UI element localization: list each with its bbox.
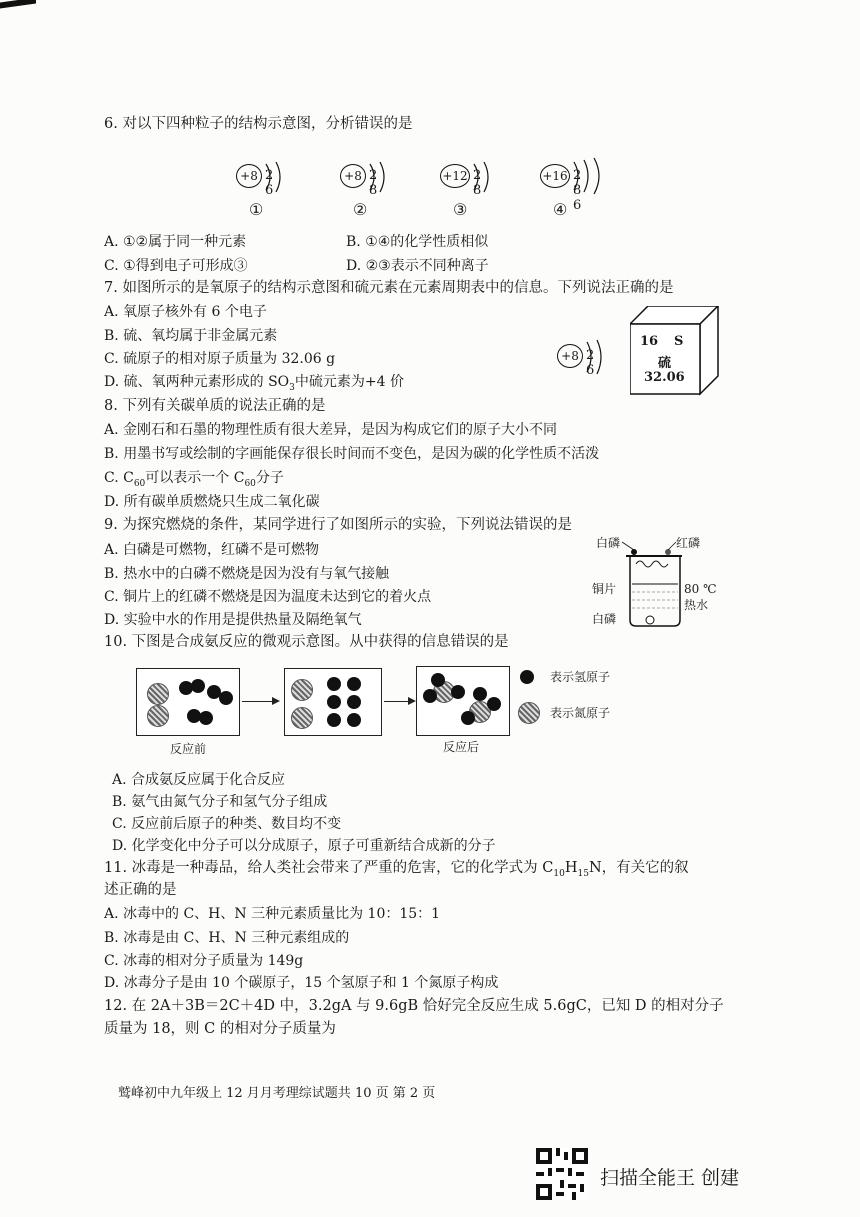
electron-shells: 2 6 — [265, 168, 276, 198]
hydrogen-atom — [219, 691, 233, 705]
q11-stem-rest: N，有关它的叙 — [588, 860, 689, 876]
hydrogen-atom — [347, 695, 361, 709]
q7-d-text: D. 硫、氧两种元素形成的 SO — [104, 374, 290, 390]
element-symbol: S — [674, 334, 684, 349]
shell-arcs — [262, 160, 292, 194]
electron-shells: 2 6 — [586, 348, 597, 378]
nucleus: +12 — [440, 164, 470, 188]
q8-c-subscript-2: 60 — [244, 478, 256, 489]
hydrogen-atom — [487, 697, 501, 711]
particle-label: ④ — [553, 200, 568, 219]
white-phosphorus-water-label: 白磷 — [592, 612, 617, 626]
q9-option-d: D. 实验中水的作用是提供热量及隔绝氧气 — [104, 612, 362, 628]
q11-stem — [104, 858, 689, 884]
hydrogen-atom — [327, 695, 341, 709]
nucleus: +8 — [340, 164, 366, 188]
atomic-mass: 32.06 — [644, 370, 685, 385]
q11-formula-h: H — [564, 860, 578, 876]
hydrogen-atom — [327, 677, 341, 691]
legend-nitrogen-label: 表示氮原子 — [550, 706, 611, 720]
electron-shells: 2 8 — [369, 168, 380, 198]
q7-d-rest: 中硫元素为+4 价 — [294, 374, 404, 390]
q11-option-c: C. 冰毒的相对分子质量为 149g — [104, 953, 304, 969]
hydrogen-atom — [347, 677, 361, 691]
particle-label: ② — [353, 200, 368, 219]
q7-option-a: A. 氧原子核外有 6 个电子 — [104, 304, 267, 320]
reaction-arrow-2 — [384, 701, 414, 702]
q8-c-text: C. C — [104, 470, 134, 486]
q10-stem: 10. 下图是合成氨反应的微观示意图。从中获得的信息错误的是 — [104, 634, 509, 650]
q6-option-a: A. ①②属于同一种元素 — [104, 234, 247, 250]
shell-arcs — [366, 160, 396, 194]
q11-stem-text: 11. 冰毒是一种毒品，给人类社会带来了严重的危害，它的化学式为 C — [104, 860, 554, 876]
q12-stem-line2: 质量为 18，则 C 的相对分子质量为 — [104, 1021, 336, 1037]
q8-c-subscript: 60 — [133, 478, 146, 489]
q9-option-a: A. 白磷是可燃物，红磷不是可燃物 — [104, 542, 320, 558]
q9-option-b: B. 热水中的白磷不燃烧是因为没有与氧气接触 — [104, 566, 390, 582]
nitrogen-atom — [147, 683, 169, 705]
q7-stem: 7. 如图所示的是氧原子的结构示意图和硫元素在元素周期表中的信息。下列说法正确的是 — [104, 280, 674, 296]
scan-corner-mark — [0, 0, 36, 9]
hot-water-label: 热水 — [684, 598, 709, 612]
q6-option-b: B. ①④的化学性质相似 — [346, 234, 489, 250]
nitrogen-atom — [291, 707, 313, 729]
q10-option-a: A. 合成氨反应属于化合反应 — [112, 772, 286, 788]
reaction-arrow-1 — [242, 701, 278, 702]
legend-hydrogen-atom — [520, 670, 534, 684]
q6-option-d: D. ②③表示不同种离子 — [346, 258, 489, 274]
hydrogen-atom — [451, 685, 465, 699]
q11-stem-line2: 述正确的是 — [104, 882, 177, 898]
reaction-middle-box — [284, 668, 382, 736]
temperature-label: 80 ℃ — [684, 582, 717, 596]
q9-option-c: C. 铜片上的红磷不燃烧是因为温度未达到它的着火点 — [104, 589, 432, 605]
page-footer: 鹫峰初中九年级上 12 月月考理综试题共 10 页 第 2 页 — [118, 1086, 436, 1101]
electron-shells: 2 8 — [473, 168, 484, 198]
q8-c-mid: 可以表示一个 C — [145, 470, 245, 486]
q7-option-c: C. 硫原子的相对原子质量为 32.06 g — [104, 351, 336, 367]
q11-option-a: A. 冰毒中的 C、H、N 三种元素质量比为 10：15：1 — [104, 906, 441, 922]
legend-hydrogen-label: 表示氢原子 — [550, 670, 611, 684]
element-name: 硫 — [658, 356, 672, 371]
q11-formula-h-sub: 15 — [577, 868, 589, 879]
nitrogen-atom — [147, 705, 169, 727]
nucleus: +8 — [236, 164, 262, 188]
hydrogen-atom — [461, 711, 475, 725]
q10-option-d: D. 化学变化中分子可以分成原子，原子可重新结合成新的分子 — [112, 838, 496, 854]
before-reaction-label: 反应前 — [170, 742, 207, 756]
nitrogen-atom — [291, 679, 313, 701]
q8-stem: 8. 下列有关碳单质的说法正确的是 — [104, 398, 326, 414]
q7-option-d — [104, 372, 404, 398]
q8-option-a: A. 金刚石和石墨的物理性质有很大差异，是因为构成它们的原子大小不同 — [104, 422, 558, 438]
hydrogen-atom — [191, 679, 205, 693]
q10-option-c: C. 反应前后原子的种类、数目均不变 — [112, 816, 342, 832]
q11-formula-c-sub: 10 — [553, 868, 565, 879]
q7-d-subscript: 3 — [289, 382, 295, 393]
shell-arcs — [470, 160, 500, 194]
q8-option-b: B. 用墨书写或绘制的字画能保存很长时间而不变色，是因为碳的化学性质不活泼 — [104, 446, 600, 462]
q8-option-d: D. 所有碳单质燃烧只生成二氧化碳 — [104, 494, 320, 510]
nucleus: +8 — [557, 344, 583, 368]
q11-option-d: D. 冰毒分子是由 10 个碳原子，15 个氢原子和 1 个氮原子构成 — [104, 975, 499, 991]
q6-option-c: C. ①得到电子可形成③ — [104, 258, 248, 274]
legend-nitrogen-atom — [518, 702, 540, 724]
particle-label: ① — [249, 200, 264, 219]
hydrogen-atom — [473, 687, 487, 701]
q8-c-rest: 分子 — [255, 470, 284, 486]
nucleus: +16 — [540, 164, 570, 188]
hydrogen-atom — [423, 689, 437, 703]
sulfur-element-box — [630, 306, 718, 392]
hydrogen-atom — [347, 713, 361, 727]
q10-option-b: B. 氨气由氮气分子和氢气分子组成 — [112, 794, 328, 810]
electron-shells: 2 8 6 — [573, 168, 584, 213]
q11-option-b: B. 冰毒是由 C、H、N 三种元素组成的 — [104, 930, 350, 946]
hydrogen-atom — [431, 673, 445, 687]
q9-stem: 9. 为探究燃烧的条件，某同学进行了如图所示的实验，下列说法错误的是 — [104, 517, 572, 533]
shell-arcs — [583, 338, 613, 376]
white-phosphorus-label: 白磷 — [596, 536, 621, 550]
atomic-number: 16 — [640, 334, 659, 349]
shell-arcs — [570, 156, 610, 196]
hydrogen-atom — [199, 711, 213, 725]
reaction-before-box-1 — [136, 668, 240, 736]
q12-stem-line1: 12. 在 2A＋3B＝2C＋4D 中，3.2gA 与 9.6gB 恰好完全反应生成 5.6gC，已知 D 的相对分子 — [104, 998, 724, 1014]
copper-sheet-label: 铜片 — [592, 582, 617, 596]
red-phosphorus-label: 红磷 — [676, 536, 701, 550]
reaction-after-box — [416, 666, 510, 736]
hydrogen-atom — [327, 713, 341, 727]
combustion-experiment-figure — [592, 534, 722, 634]
scanner-watermark: 扫描全能王 创建 — [600, 1167, 740, 1189]
q8-option-c — [104, 468, 284, 494]
q6-stem: 6. 对以下四种粒子的结构示意图，分析错误的是 — [104, 116, 413, 132]
particle-label: ③ — [453, 200, 468, 219]
q7-option-b: B. 硫、氧均属于非金属元素 — [104, 328, 278, 344]
after-reaction-label: 反应后 — [443, 740, 480, 754]
qr-code-icon — [536, 1148, 588, 1200]
element-box-3d-icon — [630, 306, 730, 406]
